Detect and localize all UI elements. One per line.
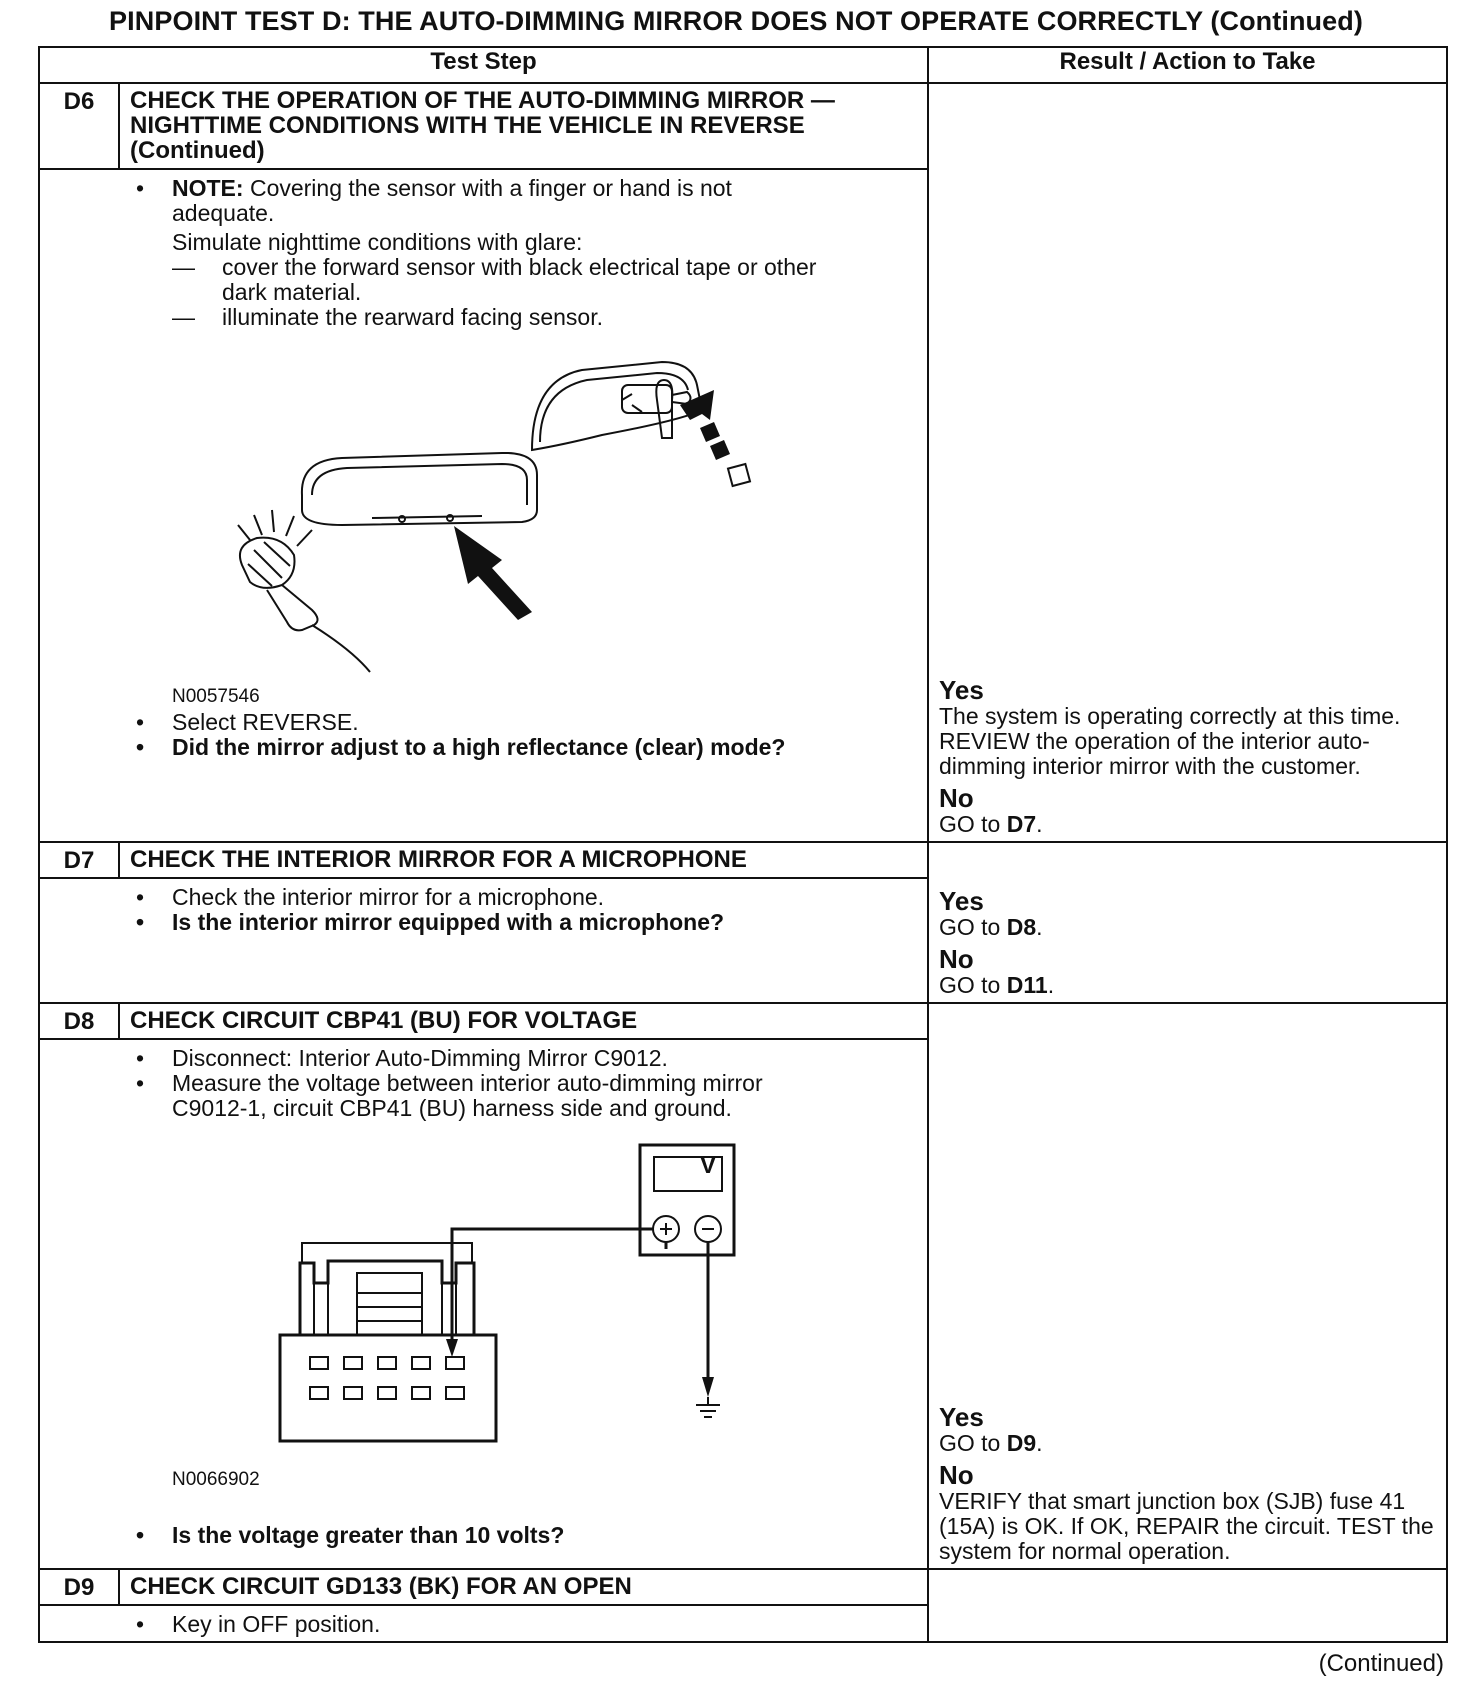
step-reference-link[interactable]: D8 (1006, 914, 1037, 941)
positive-probe-wire (452, 1229, 666, 1343)
sensor-clip (656, 380, 672, 438)
pinpoint-test-table (38, 46, 1448, 1643)
step-d8-title-row (39, 1003, 1447, 1038)
figure-code-d6: N0057546 (172, 686, 260, 708)
result-no-text: VERIFY that smart junction box (SJB) fuse 41 (15A) is OK. If OK, REPAIR the circuit. TEST the system for normal operation. (939, 1488, 1434, 1565)
rear-mirror-shape (532, 362, 702, 450)
result-yes-text: GO to D8. (939, 914, 1043, 941)
step-id-d7: D7 (39, 842, 119, 877)
tape-square-icon (728, 464, 750, 486)
ground-symbol (696, 1397, 720, 1417)
result-yes-text: GO to D9. (939, 1430, 1043, 1457)
continued-footer: (Continued) (1318, 1650, 1444, 1677)
select-reverse-bullet: • Select REVERSE. (172, 710, 919, 735)
step-d6-title-row (39, 83, 1447, 169)
step-title-d9: CHECK CIRCUIT GD133 (BK) FOR AN OPEN (119, 1569, 928, 1604)
result-no-text: GO to D11. (939, 972, 1055, 999)
column-header-result: Result / Action to Take (928, 47, 1447, 83)
step-reference-link[interactable]: D9 (1006, 1430, 1037, 1457)
step-d9-title-row (39, 1569, 1447, 1604)
table-header-row (39, 47, 1447, 83)
key-off-bullet: • Key in OFF position. (172, 1612, 919, 1637)
step-content-d6 (39, 169, 928, 842)
column-header-test-step: Test Step (39, 47, 928, 83)
step-reference-link[interactable]: D7 (1006, 811, 1037, 838)
result-no-label: No (939, 783, 974, 814)
step-id-d6: D6 (39, 83, 119, 169)
step-title-d6: CHECK THE OPERATION OF THE AUTO-DIMMING MIRROR — NIGHTTIME CONDITIONS WITH THE VEHICLE IN REVERSE (Continued) (119, 83, 928, 169)
note-bullet: • NOTE: Covering the sensor with a finger or hand is not adequate. (172, 176, 919, 226)
result-d9 (928, 1569, 1447, 1642)
step-reference-link[interactable]: D11 (1006, 972, 1048, 999)
result-yes-label: Yes (939, 886, 984, 917)
result-d6 (928, 83, 1447, 842)
result-yes-label: Yes (939, 675, 984, 706)
connector-voltmeter-drawing (262, 1143, 742, 1483)
question-d7: • Is the interior mirror equipped with a microphone? (172, 910, 919, 935)
voltmeter-v-label: V (699, 1151, 716, 1179)
measure-voltage-bullet: • Measure the voltage between interior auto-dimming mirror C9012-1, circuit CBP41 (BU) harness side and ground. (172, 1071, 919, 1121)
mirror-sensor-drawing (202, 350, 762, 680)
result-no-text: GO to D7. (939, 811, 1043, 838)
check-microphone-bullet: • Check the interior mirror for a microphone. (172, 885, 919, 910)
result-no-label: No (939, 944, 974, 975)
page-title: PINPOINT TEST D: THE AUTO-DIMMING MIRROR DOES NOT OPERATE CORRECTLY (Continued) (109, 6, 1363, 36)
result-no-label: No (939, 1460, 974, 1491)
disconnect-bullet: • Disconnect: Interior Auto-Dimming Mirror C9012. (172, 1046, 919, 1071)
step-d7-title-row (39, 842, 1447, 877)
question-d8: • Is the voltage greater than 10 volts? (172, 1523, 919, 1548)
step-content-d7 (39, 878, 928, 1003)
result-d8 (928, 1003, 1447, 1569)
dash-item-1: — cover the forward sensor with black electrical tape or other dark material. (172, 255, 919, 305)
result-yes-text: The system is operating correctly at this time. REVIEW the operation of the interior auto-dimming interior mirror with the customer. (939, 703, 1401, 780)
step-id-d8: D8 (39, 1003, 119, 1038)
arrow-to-front-sensor (454, 526, 532, 620)
step-title-d7: CHECK THE INTERIOR MIRROR FOR A MICROPHONE (119, 842, 928, 877)
simulate-text: Simulate nighttime conditions with glare: (172, 229, 583, 256)
voltmeter-illustration (172, 1143, 919, 1523)
step-content-d8 (39, 1039, 928, 1569)
step-content-d9 (39, 1605, 928, 1642)
dash-item-2: — illuminate the rearward facing sensor. (172, 305, 919, 330)
step-id-d9: D9 (39, 1569, 119, 1604)
step-title-d8: CHECK CIRCUIT CBP41 (BU) FOR VOLTAGE (119, 1003, 928, 1038)
result-d7 (928, 842, 1447, 1003)
question-d6: • Did the mirror adjust to a high reflectance (clear) mode? (172, 735, 919, 760)
figure-code-d8: N0066902 (172, 1468, 260, 1490)
result-yes-label: Yes (939, 1402, 984, 1433)
mirror-illustration (172, 350, 919, 706)
